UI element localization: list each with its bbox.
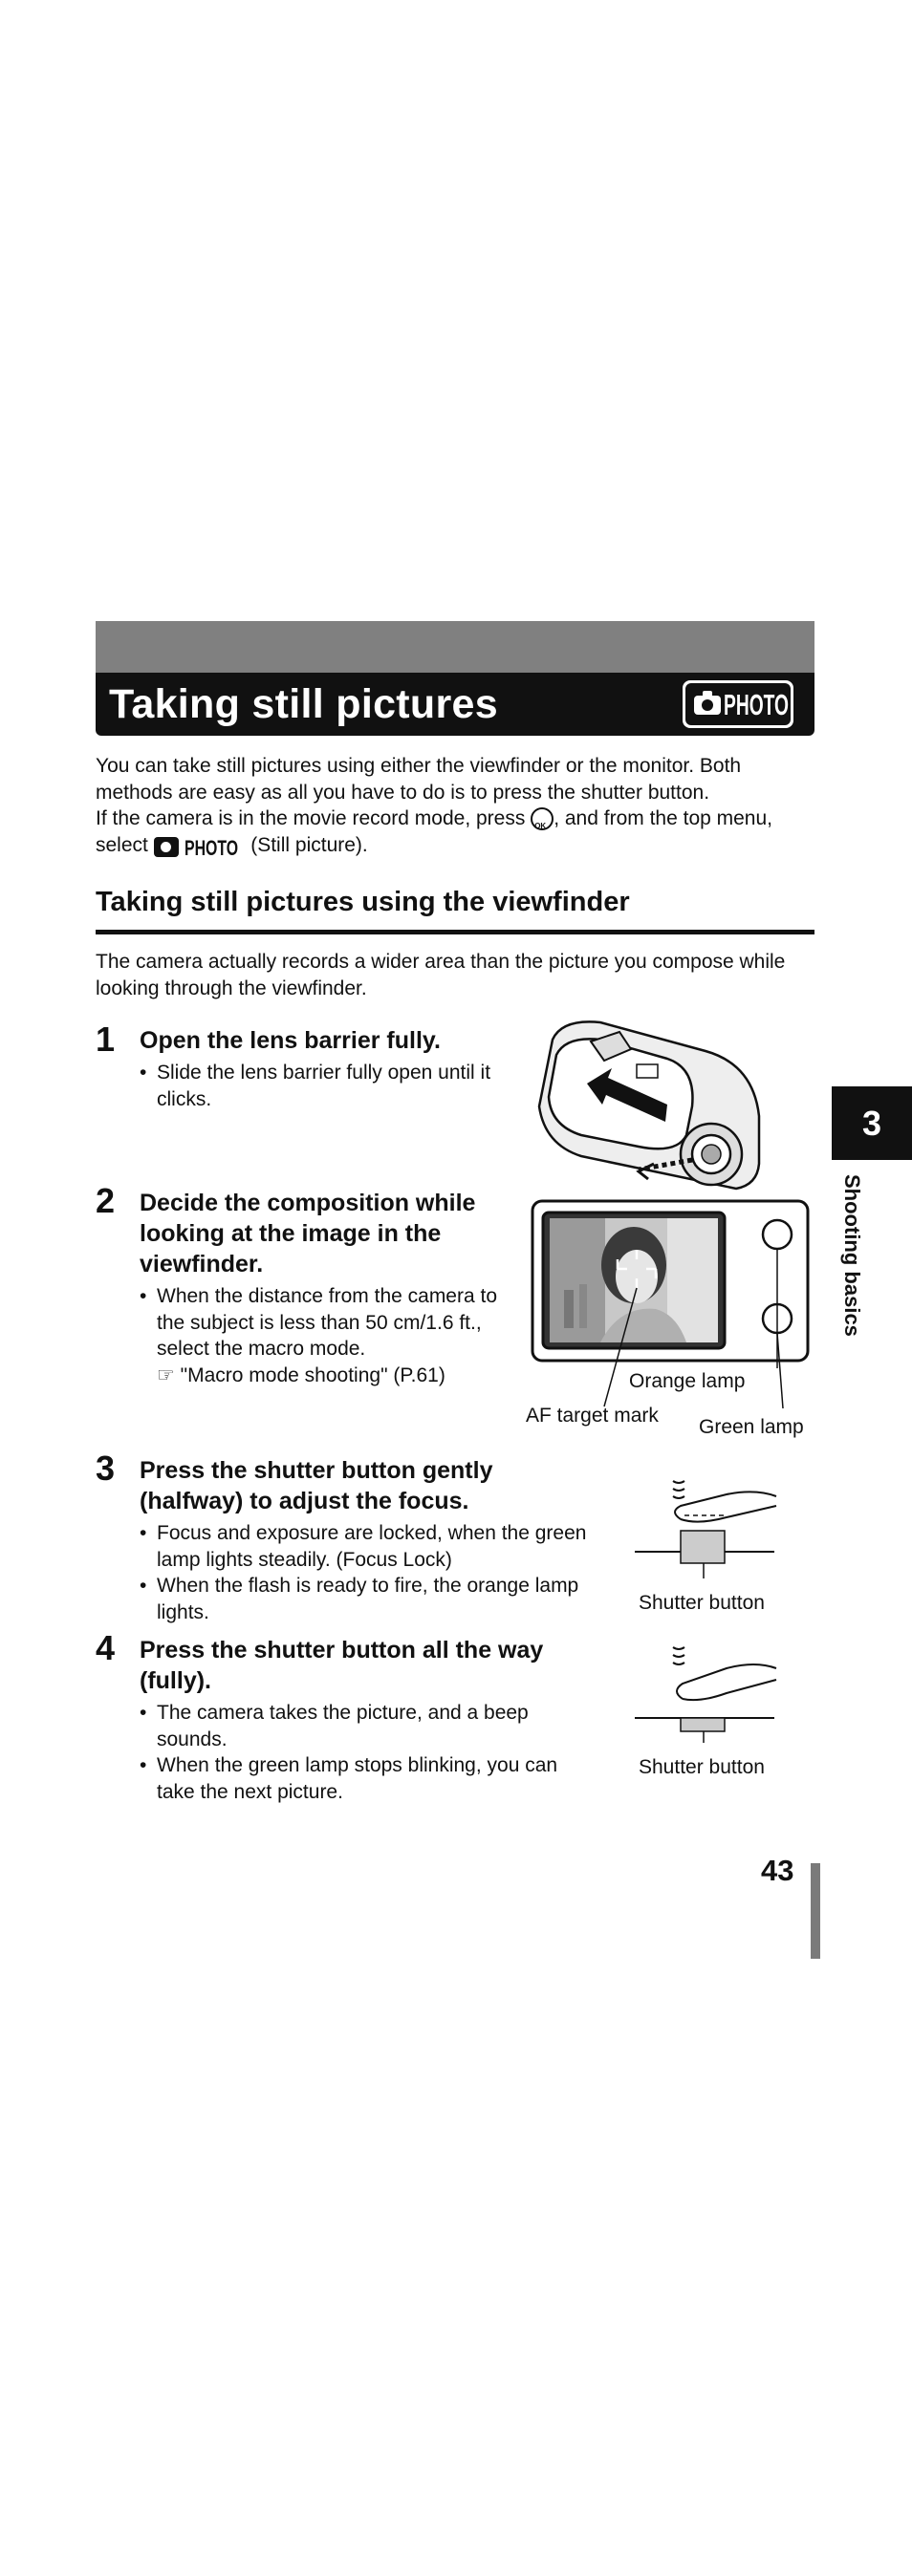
- step-1: [140, 1025, 503, 1112]
- shutter-full-press-illustration: [631, 1643, 784, 1745]
- bullet-item: • Slide the lens barrier fully open until it clicks.: [140, 1060, 503, 1112]
- bullet-item: • When the flash is ready to fire, the orange lamp lights.: [140, 1573, 598, 1625]
- step-number: 4: [96, 1628, 116, 1667]
- shutter-button-label-full: Shutter button: [639, 1756, 765, 1778]
- camera-icon: [154, 837, 179, 857]
- section-rule: [96, 930, 814, 934]
- section-heading: Taking still pictures using the viewfinder: [96, 887, 630, 917]
- photo-mode-badge: [683, 680, 793, 728]
- title-band-header: [96, 621, 814, 673]
- step-number: 1: [96, 1020, 116, 1059]
- chapter-tab: 3: [832, 1086, 912, 1160]
- shutter-button-label-half: Shutter button: [639, 1592, 765, 1614]
- reference-icon: ☞: [157, 1363, 175, 1386]
- chapter-label: Shooting basics: [840, 1174, 864, 1337]
- bullet-item: • When the distance from the camera to the subject is less than 50 cm/1.6 ft., select the macro mode.: [140, 1283, 514, 1363]
- intro-line-2b: , and from the top menu,: [554, 807, 772, 829]
- photo-badge-label: PHOTO: [724, 688, 789, 721]
- intro-line-2a: If the camera is in the movie record mode, press: [96, 807, 526, 829]
- step-bullets: [140, 1700, 598, 1805]
- camera-lens-barrier-illustration: [524, 1011, 763, 1194]
- step-title: Press the shutter button all the way (fully).: [140, 1637, 544, 1694]
- page-number: 43: [761, 1854, 794, 1887]
- intro-line-3a: select: [96, 833, 148, 856]
- bullet-item: • The camera takes the picture, and a beep sounds.: [140, 1700, 598, 1752]
- photo-menu-icon: [154, 835, 246, 863]
- page-title: Taking still pictures: [109, 681, 498, 727]
- reference-text: "Macro mode shooting" (P.61): [180, 1363, 445, 1386]
- photo-menu-label: PHOTO: [184, 835, 238, 860]
- intro-line-3: [96, 832, 822, 863]
- step-title: Open the lens barrier fully.: [140, 1027, 441, 1054]
- bullet-item: • Focus and exposure are locked, when the green lamp lights steadily. (Focus Lock): [140, 1520, 598, 1573]
- orange-lamp-label: Orange lamp: [629, 1370, 746, 1392]
- intro-line-2: [96, 805, 822, 832]
- camera-icon: [694, 696, 721, 715]
- step-3: [140, 1455, 598, 1625]
- page-number-bar: [811, 1863, 820, 1959]
- ok-button-icon: [531, 807, 554, 830]
- step-bullets: [140, 1520, 598, 1625]
- green-lamp-label: Green lamp: [699, 1416, 804, 1438]
- step-bullets: [140, 1060, 503, 1112]
- orange-lamp: [763, 1220, 792, 1249]
- step-number: 3: [96, 1449, 116, 1488]
- step-title: Press the shutter button gently (halfway) to adjust the focus.: [140, 1457, 493, 1514]
- section-intro: The camera actually records a wider area than the picture you compose while looking through the viewfinder.: [96, 951, 786, 999]
- bullet-item: • When the green lamp stops blinking, you can take the next picture.: [140, 1752, 598, 1805]
- shutter-half-press-illustration: [631, 1477, 784, 1580]
- intro-text: [96, 753, 822, 862]
- step-4: [140, 1635, 598, 1805]
- intro-line-3b: (Still picture).: [250, 833, 368, 856]
- step-title: Decide the composition while looking at the image in the viewfinder.: [140, 1190, 476, 1277]
- step-2: [140, 1188, 514, 1388]
- step-bullets: [140, 1283, 514, 1363]
- page-reference: [140, 1363, 514, 1389]
- intro-line-1: You can take still pictures using either the viewfinder or the monitor. Both methods are easy as all you have to do is to press the shutter button.: [96, 755, 742, 804]
- step-number: 2: [96, 1181, 116, 1220]
- af-target-label: AF target mark: [526, 1405, 659, 1427]
